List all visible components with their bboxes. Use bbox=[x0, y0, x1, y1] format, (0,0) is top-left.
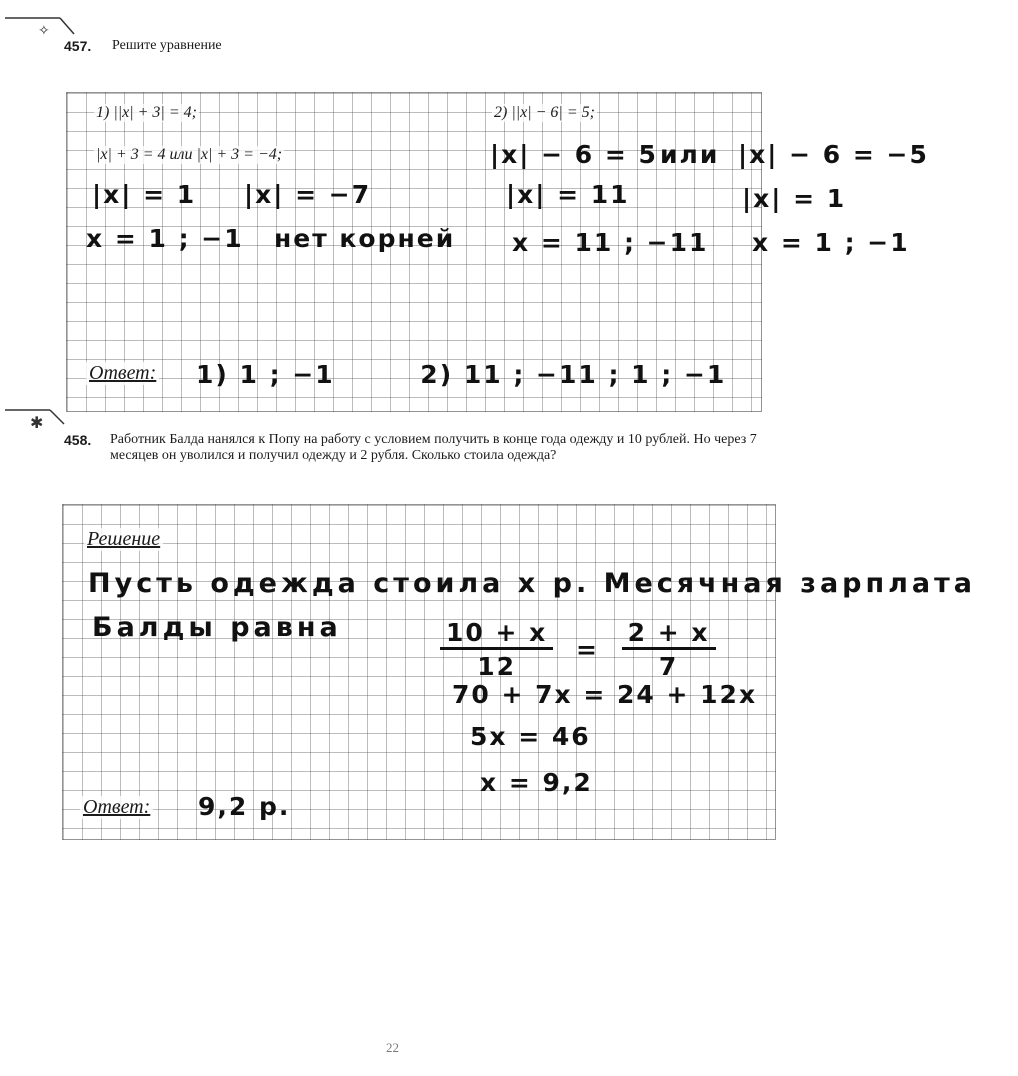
fraction-right-denominator: 7 bbox=[658, 652, 679, 681]
task-457-part1-right-step: |x| = −7 bbox=[244, 180, 372, 209]
svg-text:✧: ✧ bbox=[38, 23, 50, 39]
fraction-right bbox=[622, 618, 716, 681]
task-458-answer-value: 9,2 р. bbox=[198, 792, 291, 821]
task-458-step-2: 5x = 46 bbox=[470, 722, 591, 751]
task-458-problem-text: Работник Балда нанялся к Попу на работу с условием получить в конце года одежду и 10 рублей. Но через 7 месяцев он уволился и получил одежду и 2 рубля. Сколько стоила одежда? bbox=[110, 432, 757, 463]
fraction-left bbox=[440, 618, 553, 681]
task-458-proportion bbox=[440, 618, 716, 681]
fraction-right-numerator: 2 + x bbox=[622, 618, 716, 650]
task-457-part1-right-roots: нет корней bbox=[274, 224, 456, 253]
task-457-part2-left-step: |x| = 11 bbox=[506, 180, 630, 209]
task-457-part2-connector: или bbox=[660, 140, 720, 169]
task-458-step-1: 70 + 7x = 24 + 12x bbox=[452, 680, 758, 709]
corner-mark-top bbox=[0, 10, 80, 40]
task-457-part2-right-roots: x = 1 ; −1 bbox=[752, 228, 910, 257]
task-457-answer-label: Ответ: bbox=[86, 362, 159, 385]
task-457-part1-split: |x| + 3 = 4 или |x| + 3 = −4; bbox=[96, 146, 283, 163]
task-458-answer-label: Ответ: bbox=[80, 796, 153, 819]
task-457-answer-value: 1) 1 ; −1 2) 11 ; −11 ; 1 ; −1 bbox=[196, 360, 727, 389]
task-457-part2-left-roots: x = 11 ; −11 bbox=[512, 228, 709, 257]
fraction-left-numerator: 10 + x bbox=[440, 618, 553, 650]
task-457-number: 457. bbox=[64, 38, 92, 54]
task-457-part2-equation: 2) ||x| − 6| = 5; bbox=[494, 104, 595, 121]
task-457-part1-left-step: |x| = 1 bbox=[92, 180, 197, 209]
task-457-part1-equation: 1) ||x| + 3| = 4; bbox=[96, 104, 197, 121]
task-457-part1-left-roots: x = 1 ; −1 bbox=[86, 224, 244, 253]
task-458-solution-label: Решение bbox=[84, 528, 163, 551]
task-457-title: Решите уравнение bbox=[112, 38, 222, 53]
page-number: 22 bbox=[386, 1040, 399, 1055]
task-458-step-3: x = 9,2 bbox=[480, 768, 593, 797]
task-457-part2-split-right: |x| − 6 = −5 bbox=[738, 140, 929, 169]
fraction-left-denominator: 12 bbox=[477, 652, 517, 681]
task-457-part2-right-step: |x| = 1 bbox=[742, 184, 847, 213]
task-458-solution-line-2: Балды равна bbox=[92, 612, 342, 643]
task-458-number: 458. bbox=[64, 432, 92, 448]
proportion-equals: = bbox=[576, 635, 599, 664]
svg-text:✱: ✱ bbox=[30, 413, 44, 432]
task-458-solution-line-1: Пусть одежда стоила x р. Месячная зарплата bbox=[88, 568, 977, 599]
task-457-part2-split-left: |x| − 6 = 5 bbox=[490, 140, 658, 169]
